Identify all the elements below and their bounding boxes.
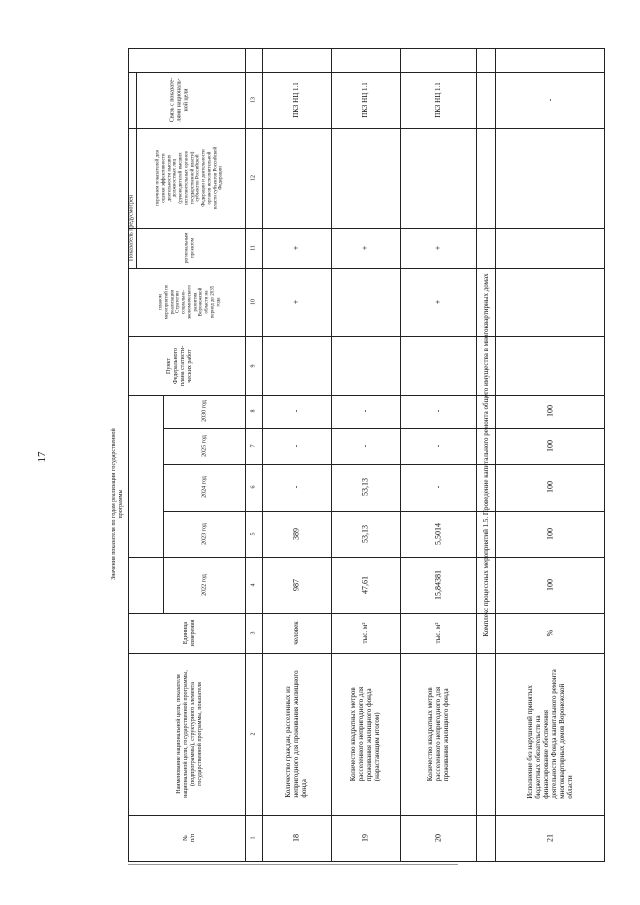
col-number: 5 (250, 532, 257, 536)
header-values-group: Значения показателя по годам реализации государственной программы (111, 428, 124, 580)
row-name: Исполнение без нарушений принятых бюджетных обязательств на финансирование обеспечения деятельности Фонда капитального ремонта многоквартирных домов Воронежской области (525, 669, 575, 799)
section-title: Комплекс процессных мероприятий 1.5. Проведение капитального ремонта общего имущества в многоквартирных домах (481, 273, 490, 637)
row-v2025: 100 (545, 440, 555, 452)
row-link: ПКЗ НЦ 1.1 (360, 82, 369, 118)
col-number: 2 (250, 732, 257, 736)
row-v2025: - (360, 444, 370, 448)
row-v2025: - (433, 444, 443, 448)
row-regional: + (291, 245, 301, 251)
header-unit: Единица измерения (183, 619, 196, 647)
col-number: 13 (250, 97, 257, 103)
row-v2023: 53,13 (360, 525, 370, 543)
col-number: 10 (250, 299, 257, 305)
footer-rule (128, 864, 458, 865)
header-strategy: планом мероприятий по реализации Стратегии социально- экономического развития Воронежской области на период до 2035 года (158, 284, 221, 320)
col-number: 11 (250, 245, 257, 251)
header-fed-plan: Пункт Федерального плана статисти- ческих работ (166, 345, 193, 387)
header-year-2030: 2030 год (201, 400, 208, 422)
header-perf-list: перечнем показателей для оценки эффективности деятельности высших должностных лиц (руководителей высших исполнительных органов государственной власти) субъектов Российской Федерации и деятельности органов исполнительной власти субъектов Российской Федерации (155, 146, 224, 210)
row-v2022: 100 (545, 579, 555, 591)
header-link: Связь с показате- лями националь- ной цели (169, 77, 190, 123)
row-v2023: 389 (291, 528, 301, 540)
row-v2030: - (291, 409, 301, 413)
row-v2024: 100 (545, 481, 555, 493)
col-number: 8 (250, 409, 257, 413)
col-number: 4 (250, 583, 257, 587)
col-number: 6 (250, 485, 257, 489)
header-year-2025: 2025 год (201, 435, 208, 457)
col-number: 1 (250, 836, 257, 840)
row-strategy: + (433, 299, 443, 305)
row-v2030: 100 (545, 405, 555, 417)
row-link: - (545, 98, 555, 102)
row-v2030: - (360, 409, 370, 413)
row-v2022: 47,61 (360, 576, 370, 594)
row-v2024: - (433, 485, 443, 489)
row-name: Количество квадратных метров расселенного непригодного для проживания жилищного фонда (нарастающим итогом) (348, 686, 382, 782)
header-year-2022: 2022 год (201, 574, 208, 596)
row-strategy: + (291, 299, 301, 305)
row-v2022: 15,84381 (433, 570, 443, 600)
row-no: 21 (545, 834, 555, 842)
col-number: 3 (250, 631, 257, 635)
row-regional: + (360, 245, 370, 251)
col-number: 9 (250, 364, 257, 368)
row-unit: тыс. м² (360, 622, 369, 644)
page-number: 17 (36, 451, 48, 463)
header-name: Наименование национальной цели, показателя национальной цели, государственной программы, (подпрограммы), структурного элемента государственной программы, показателя (176, 670, 203, 798)
row-v2024: 53,13 (360, 478, 370, 496)
header-no: № п/п (183, 833, 196, 843)
row-v2024: - (291, 485, 301, 489)
header-year-2024: 2024 год (201, 476, 208, 498)
row-name: Количество граждан, расселенных из непригодного для проживания жилищного фонда (283, 670, 309, 798)
row-no: 19 (360, 834, 370, 842)
row-no: 20 (433, 834, 443, 842)
header-regional: региональным проектом (184, 232, 195, 264)
row-v2030: - (433, 409, 443, 413)
row-unit: % (545, 629, 555, 637)
row-link: ПКЗ НЦ 1.1 (433, 82, 442, 118)
header-year-2023: 2023 год (201, 523, 208, 545)
col-number: 12 (250, 175, 257, 181)
row-name: Количество квадратных метров расселенного непригодного для проживания жилищного фонда (425, 686, 451, 782)
row-link: ПКЗ НЦ 1.1 (291, 82, 300, 118)
row-v2025: - (291, 444, 301, 448)
row-v2023: 100 (545, 528, 555, 540)
col-number: 7 (250, 444, 257, 448)
row-v2023: 5,5014 (433, 523, 443, 545)
row-regional: + (433, 245, 443, 251)
row-unit: человек (291, 621, 300, 645)
row-unit: тыс. м² (433, 622, 442, 644)
header-provided-group: Показатель предусмотрен (128, 194, 135, 262)
row-no: 18 (291, 834, 301, 842)
row-v2022: 987 (291, 579, 301, 591)
